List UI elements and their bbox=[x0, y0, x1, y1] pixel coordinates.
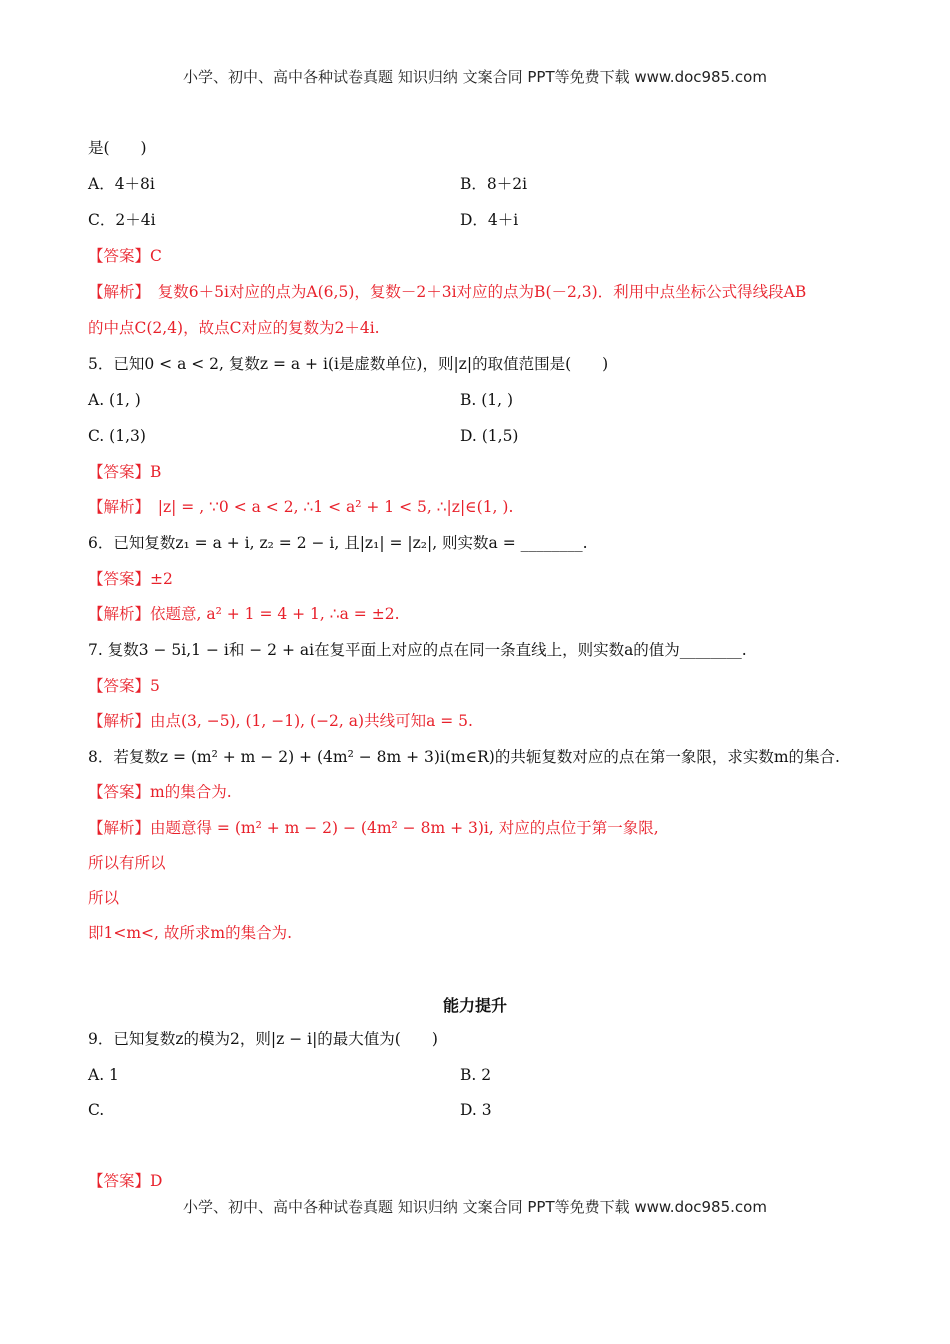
q9-option-c: C. bbox=[88, 1101, 105, 1119]
q8-analysis-line3: 所以 bbox=[88, 889, 120, 907]
q5-option-a: A. (1, ) bbox=[88, 391, 141, 409]
q4-answer: 【答案】C bbox=[88, 247, 162, 265]
q6-answer: 【答案】±2 bbox=[88, 570, 173, 588]
q5-option-b: B. (1, ) bbox=[460, 391, 514, 409]
q8-stem: 8．若复数z = (m² + m − 2) + (4m² − 8m + 3)i(m∈R)的共轭复数对应的点在第一象限，求实数m的集合. bbox=[88, 748, 840, 766]
q8-analysis-line1: 【解析】由题意得 = (m² + m − 2) − (4m² − 8m + 3)i, 对应的点位于第一象限, bbox=[88, 819, 659, 837]
q5-option-c: C. (1,3) bbox=[88, 427, 146, 445]
q7-analysis: 【解析】由点(3, −5), (1, −1), (−2, a)共线可知a = 5. bbox=[88, 712, 473, 730]
q6-analysis: 【解析】依题意, a² + 1 = 4 + 1, ∴a = ±2. bbox=[88, 605, 400, 623]
q4-analysis-line1: 【解析】 复数6＋5i对应的点为A(6,5)，复数－2＋3i对应的点为B(－2,3)．利用中点坐标公式得线段AB bbox=[88, 283, 807, 301]
q9-option-b: B. 2 bbox=[460, 1066, 492, 1084]
q8-analysis-line4: 即1<m<, 故所求m的集合为. bbox=[88, 924, 293, 942]
section-title: 能力提升 bbox=[442, 996, 507, 1015]
page-footer: 小学、初中、高中各种试卷真题 知识归纳 文案合同 PPT等免费下载 www.doc985.com bbox=[183, 1198, 767, 1216]
q6-stem: 6．已知复数z₁ = a + i, z₂ = 2 − i, 且|z₁| = |z₂|, 则实数a = ________. bbox=[88, 534, 588, 552]
q4-option-d: D．4＋i bbox=[460, 211, 519, 229]
q4-analysis-line2: 的中点C(2,4)，故点C对应的复数为2＋4i. bbox=[88, 319, 380, 337]
q5-analysis: 【解析】 |z| = , ∵0 < a < 2, ∴1 < a² + 1 < 5, ∴|z|∈(1, ). bbox=[88, 498, 514, 516]
q4-option-b: B．8＋2i bbox=[460, 175, 528, 193]
q9-answer: 【答案】D bbox=[88, 1172, 163, 1190]
q8-answer: 【答案】m的集合为. bbox=[88, 783, 232, 801]
q4-stem-tail: 是( ) bbox=[88, 139, 147, 157]
page-header: 小学、初中、高中各种试卷真题 知识归纳 文案合同 PPT等免费下载 www.doc985.com bbox=[183, 68, 767, 86]
q7-answer: 【答案】5 bbox=[88, 677, 160, 695]
q5-answer: 【答案】B bbox=[88, 463, 162, 481]
q9-stem: 9．已知复数z的模为2，则|z − i|的最大值为( ) bbox=[88, 1030, 438, 1048]
q9-option-d: D. 3 bbox=[460, 1101, 492, 1119]
q8-analysis-line2: 所以有所以 bbox=[88, 854, 166, 872]
q7-stem: 7. 复数3 − 5i,1 − i和 − 2 + ai在复平面上对应的点在同一条直线上，则实数a的值为________. bbox=[88, 641, 747, 659]
q5-option-d: D. (1,5) bbox=[460, 427, 519, 445]
q4-option-a: A．4＋8i bbox=[88, 175, 155, 193]
q9-option-a: A. 1 bbox=[88, 1066, 119, 1084]
q5-stem: 5．已知0 < a < 2, 复数z = a + i(i是虚数单位)，则|z|的取值范围是( ) bbox=[88, 355, 609, 373]
q4-option-c: C．2＋4i bbox=[88, 211, 156, 229]
